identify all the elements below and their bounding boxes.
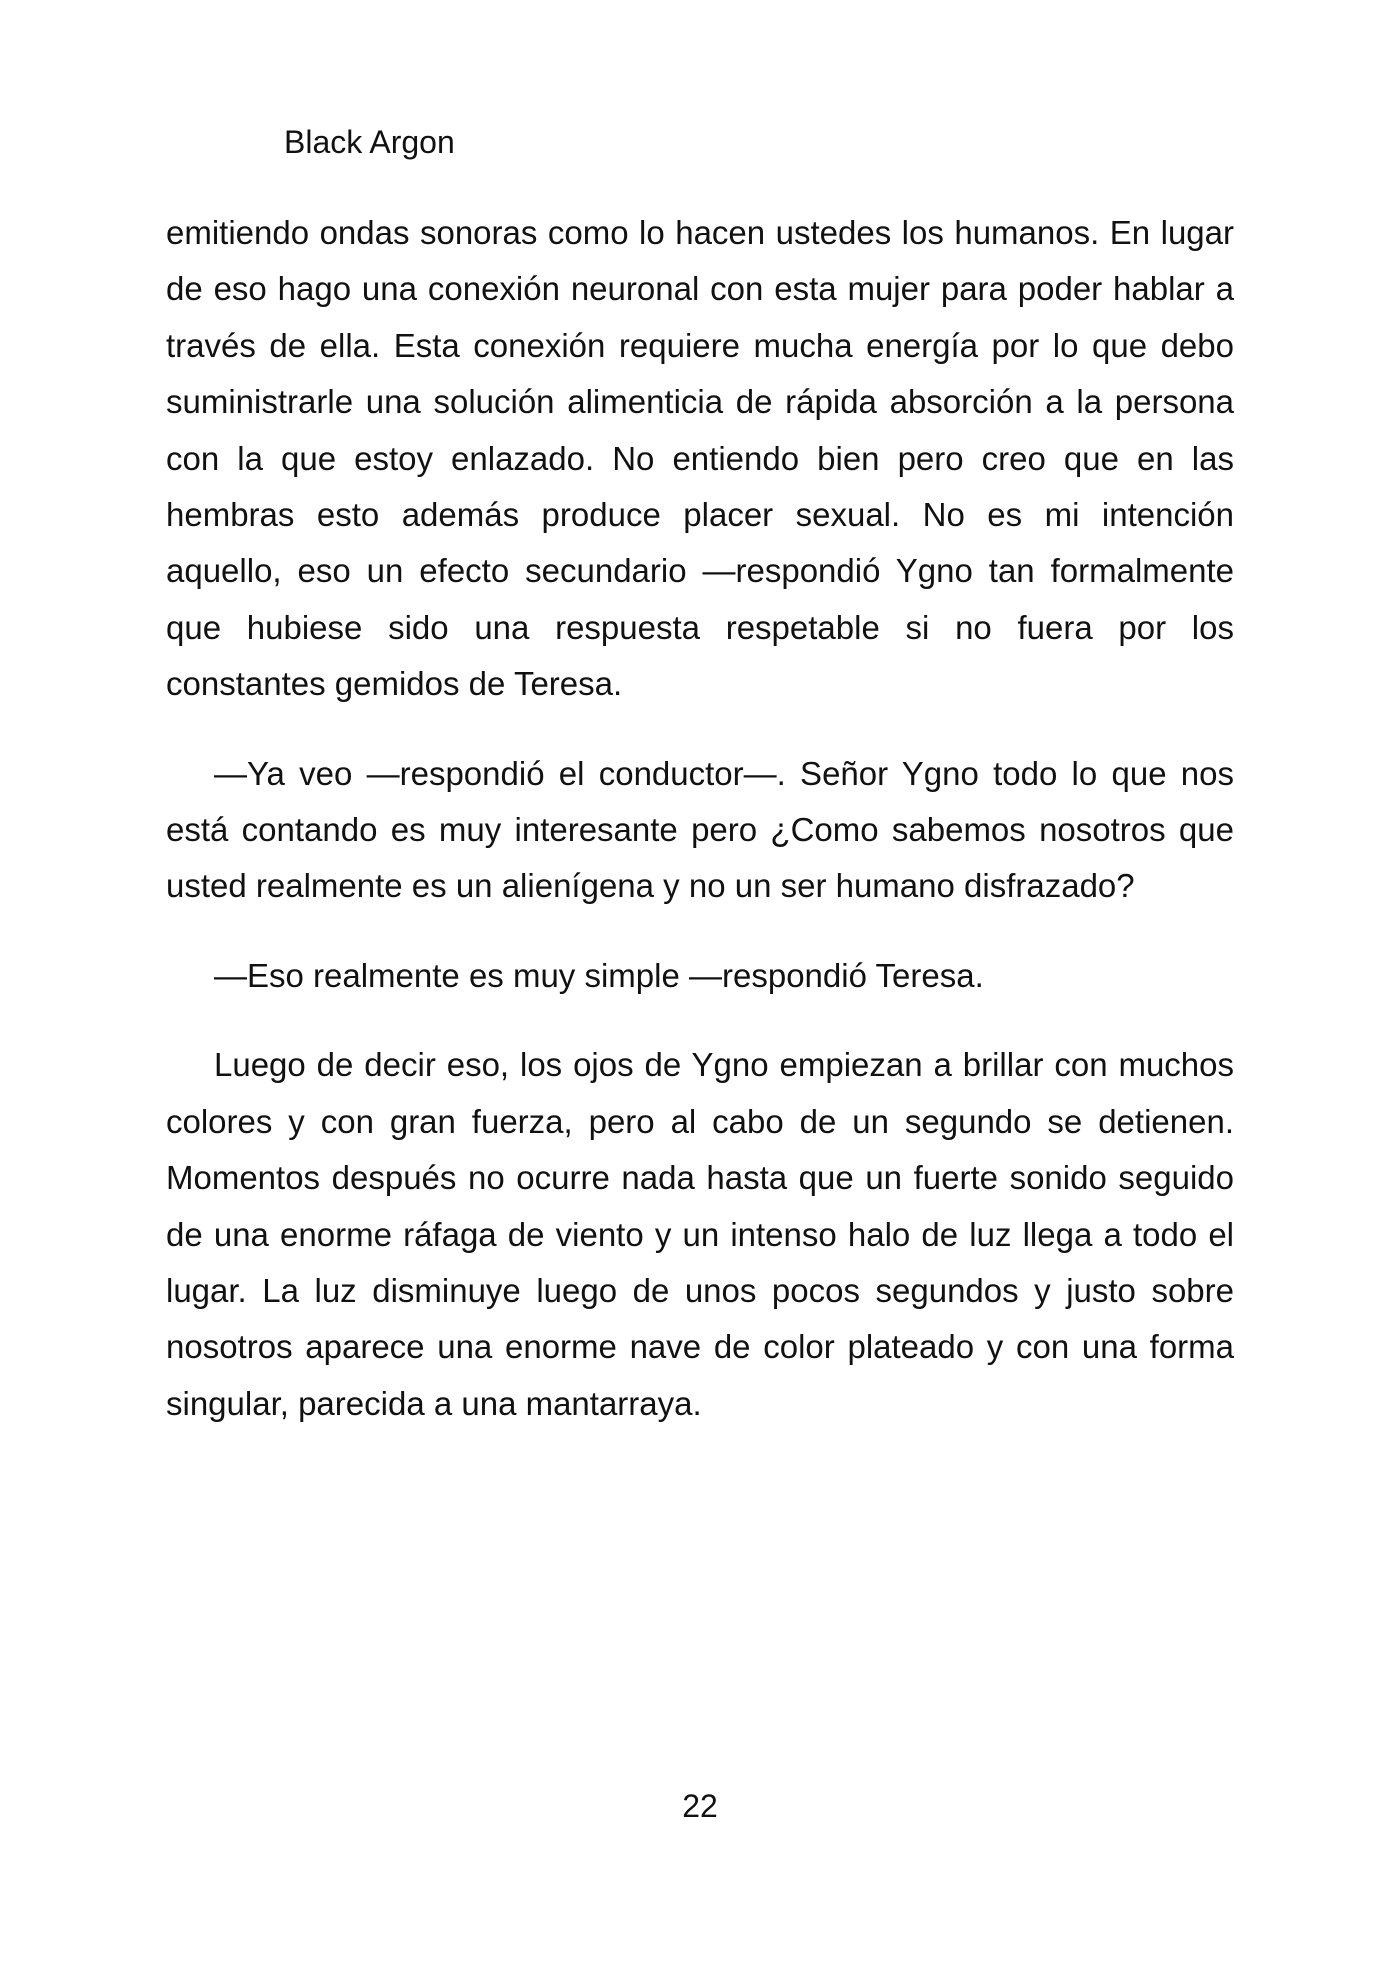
paragraph-narration: Luego de decir eso, los ojos de Ygno empiezan a brillar con muchos colores y con gran fuerza, pero al cabo de un segundo se detienen. Momentos después no ocurre nada hasta que un fuerte sonido seguido de una enorme ráfaga de viento y un intenso halo de luz llega a todo el lugar. La luz disminuye luego de unos pocos segundos y justo sobre nosotros aparece una enorme nave de color plateado y con una forma singular, parecida a una mantarraya. xyxy=(166,1046,1234,1422)
paragraph-dialogue-teresa: —Eso realmente es muy simple —respondió Teresa. xyxy=(214,956,984,994)
paragraph-dialogue-conductor: —Ya veo —respondió el conductor—. Señor Ygno todo lo que nos está contando es muy interesante pero ¿Como sabemos nosotros que usted realmente es un alienígena y no un ser humano disfrazado? xyxy=(166,754,1234,905)
body-text xyxy=(166,205,1234,1465)
page-number: 22 xyxy=(682,1788,718,1824)
paragraph-continuation: emitiendo ondas sonoras como lo hacen ustedes los humanos. En lugar de eso hago una conexión neuronal con esta mujer para poder hablar a través de ella. Esta conexión requiere mucha energía por lo que debo suministrarle una solución alimenticia de rápida absorción a la persona con la que estoy enlazado. No entiendo bien pero creo que en las hembras esto además produce placer sexual. No es mi intención aquello, eso un efecto secundario —respondió Ygno tan formalmente que hubiese sido una respuesta respetable si no fuera por los constantes gemidos de Teresa. xyxy=(166,214,1234,703)
running-header: Black Argon xyxy=(284,124,455,160)
